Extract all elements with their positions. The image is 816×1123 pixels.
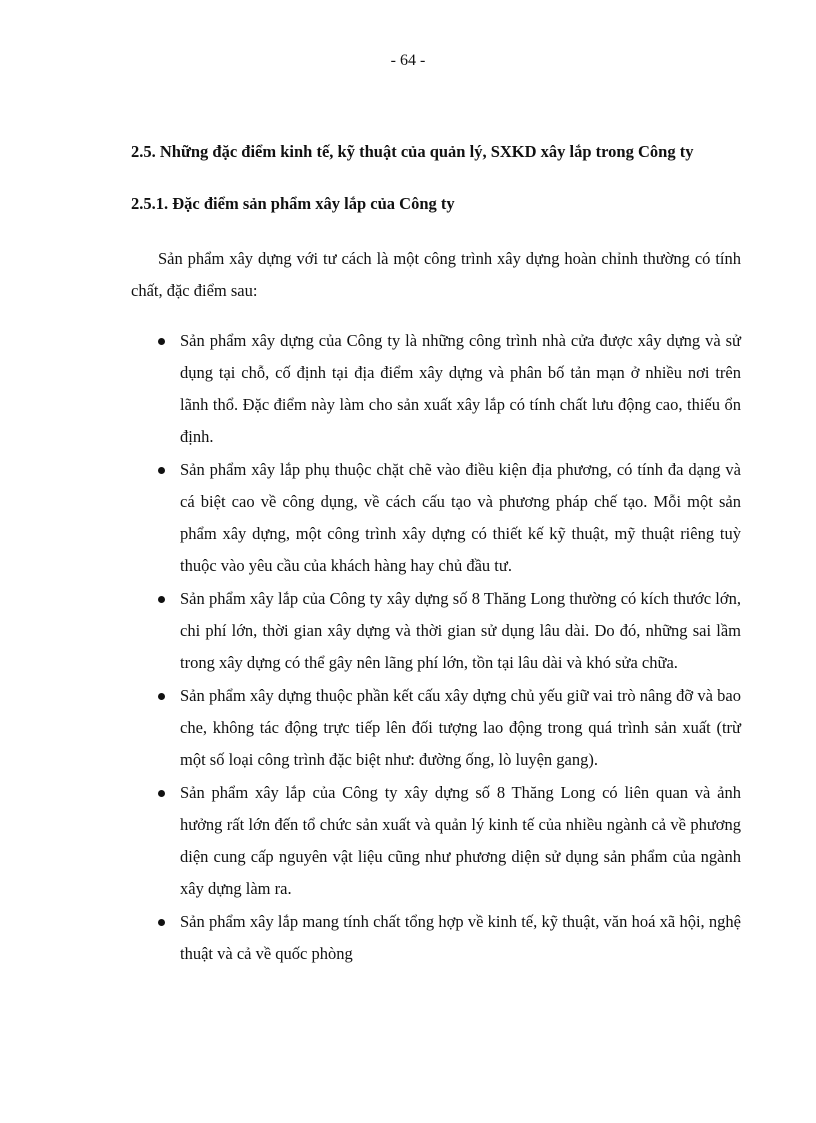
- list-item: [131, 583, 741, 679]
- list-item: [131, 680, 741, 776]
- list-item: [131, 777, 741, 905]
- bullet-icon: [158, 338, 165, 345]
- list-item-text: Sản phẩm xây lắp của Công ty xây dựng số 8 Thăng Long thường có kích thước lớn, chi phí lớn, thời gian xây dựng và thời gian sử dụng lâu dài. Do đó, những sai lầm trong xây dựng có thể gây nên lãng phí lớn, tồn tại lâu dài và khó sửa chữa.: [180, 589, 741, 672]
- intro-paragraph: Sản phẩm xây dựng với tư cách là một công trình xây dựng hoàn chỉnh thường có tính chất, đặc điểm sau:: [131, 249, 741, 300]
- bullet-icon: [158, 467, 165, 474]
- list-item-text: Sản phẩm xây dựng thuộc phần kết cấu xây dựng chủ yếu giữ vai trò nâng đỡ và bao che, không tác động trực tiếp lên đối tượng lao động trong quá trình sản xuất (trừ một số loại công trình đặc biệt như: đường ống, lò luyện gang).: [180, 686, 741, 769]
- bullet-icon: [158, 596, 165, 603]
- section-heading: 2.5. Những đặc điểm kinh tế, kỹ thuật của quản lý, SXKD xây lắp trong Công ty: [131, 142, 694, 161]
- list-item-text: Sản phẩm xây lắp phụ thuộc chặt chẽ vào điều kiện địa phương, có tính đa dạng và cá biệt cao về công dụng, về cách cấu tạo và phương pháp chế tạo. Mỗi một sản phẩm xây dựng, một công trình xây dựng có thiết kế kỹ thuật, mỹ thuật riêng tuỳ thuộc vào yêu cầu của khách hàng hay chủ đầu tư.: [180, 460, 741, 575]
- list-item-text: Sản phẩm xây lắp của Công ty xây dựng số 8 Thăng Long có liên quan và ảnh hưởng rất lớn đến tổ chức sản xuất và quản lý kinh tế của nhiều ngành cả về phương diện cung cấp nguyên vật liệu cũng như phương diện sử dụng sản phẩm của ngành xây dựng làm ra.: [180, 783, 741, 898]
- list-item: [131, 454, 741, 582]
- bullet-icon: [158, 790, 165, 797]
- bullet-icon: [158, 693, 165, 700]
- bullet-icon: [158, 919, 165, 926]
- page-number: - 64 -: [390, 52, 426, 69]
- list-item-text: Sản phẩm xây dựng của Công ty là những công trình nhà cửa được xây dựng và sử dụng tại chỗ, cố định tại địa điểm xây dựng và phân bố tản mạn ở nhiều nơi trên lãnh thổ. Đặc điểm này làm cho sản xuất xây lắp có tính chất lưu động cao, thiếu ổn định.: [180, 331, 741, 446]
- list-item-text: Sản phẩm xây lắp mang tính chất tổng hợp về kinh tế, kỹ thuật, văn hoá xã hội, nghệ thuật và cả về quốc phòng: [180, 912, 741, 963]
- list-item: [131, 906, 741, 970]
- list-item: [131, 325, 741, 453]
- subsection-heading: 2.5.1. Đặc điểm sản phẩm xây lắp của Công ty: [131, 194, 455, 213]
- bullet-list: [131, 325, 741, 971]
